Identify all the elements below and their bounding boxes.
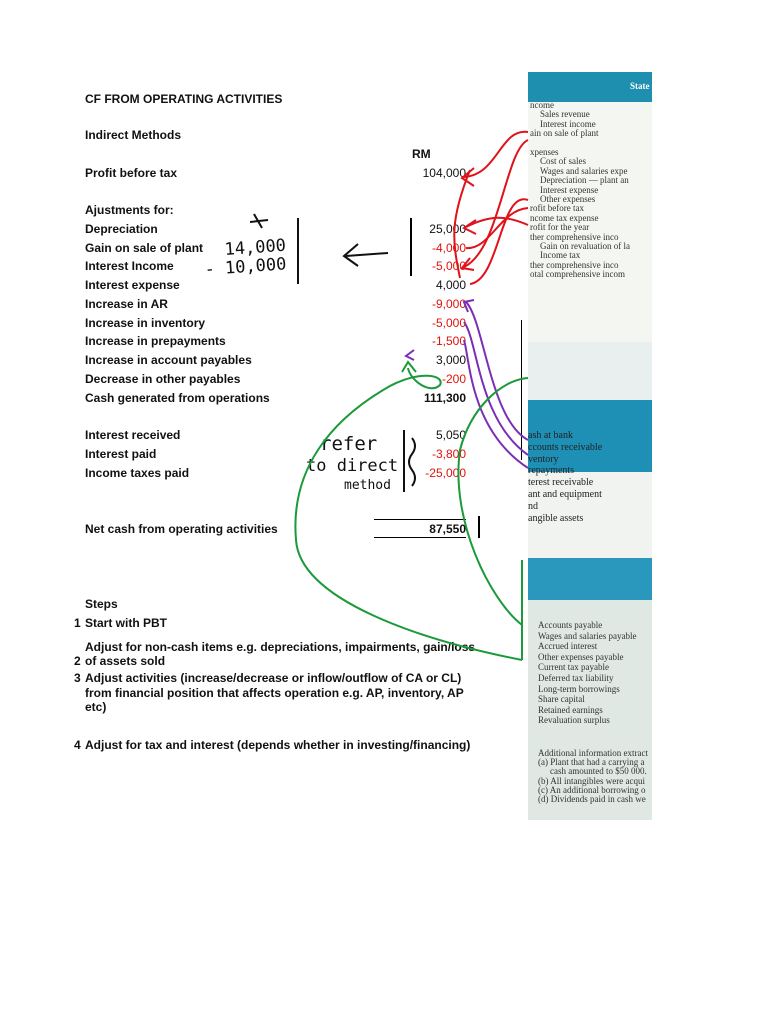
- adjustments-heading: Ajustments for:: [85, 203, 174, 217]
- photo-line: (d) Dividends paid in cash we: [538, 794, 646, 804]
- photo-line: Interest expense: [540, 184, 599, 195]
- gain-note: [204, 214, 388, 284]
- photo-line: Interest income: [540, 118, 596, 129]
- net-cash-top-rule: [374, 519, 466, 520]
- photo-line: ccounts receivable: [528, 441, 603, 453]
- method-subtitle: Indirect Methods: [85, 128, 182, 142]
- adjustment-label: Decrease in other payables: [85, 371, 241, 386]
- photo-line: repayments: [528, 465, 575, 477]
- adjustment-value: 3,000: [435, 352, 466, 367]
- photo-line: ash at bank: [528, 430, 573, 441]
- step-number: 1: [74, 616, 81, 630]
- adjustment-label: Increase in inventory: [85, 315, 206, 330]
- photo-line: Revaluation surplus: [538, 715, 610, 726]
- profit-value: 104,000: [422, 166, 466, 180]
- refer-note-line2: to direct: [306, 456, 399, 476]
- photo-blue-band-2: [528, 558, 652, 600]
- photo-line: (c) An additional borrowing o: [538, 784, 646, 795]
- refer-note-line1: refer: [320, 433, 378, 455]
- photo-line: Depreciation — plant an: [540, 175, 629, 186]
- net-cash-bar: [478, 516, 480, 538]
- page-title: CF FROM OPERATING ACTIVITIES: [85, 92, 283, 106]
- green-arrow: [295, 362, 528, 660]
- photo-line: terest receivable: [528, 477, 594, 489]
- photo-line: Accounts payable: [538, 620, 603, 630]
- photo-line: otal comprehensive incom: [530, 269, 625, 280]
- photo-line: ncome: [530, 100, 554, 110]
- photo-line: ant and equipment: [528, 489, 602, 500]
- profit-label: Profit before tax: [85, 166, 178, 180]
- cash-generated-value: 111,300: [423, 391, 466, 405]
- photo-line: ventory: [528, 453, 559, 465]
- photo-line: Additional information extract: [538, 748, 648, 758]
- photo-line: ncome tax expense: [530, 212, 599, 223]
- column-bar-top: [410, 218, 412, 276]
- adjustment-value: -5,000: [431, 259, 466, 274]
- step-number: 3: [74, 671, 81, 685]
- column-bar-right: [521, 320, 522, 460]
- photo-line: (b) All intangibles were acqui: [538, 775, 645, 786]
- gain-note-line1: 14,000: [223, 235, 287, 260]
- net-cash-bottom-rule: [374, 537, 466, 538]
- other-item-label: Interest received: [85, 428, 181, 442]
- adjustment-value: -9,000: [431, 296, 466, 311]
- photo-line: Income tax: [540, 250, 581, 261]
- adjustment-value: 4,000: [435, 278, 466, 293]
- photo-line: Long-term borrowings: [538, 683, 620, 694]
- net-cash-label: Net cash from operating activities: [85, 522, 278, 536]
- currency-header: RM: [412, 147, 431, 161]
- step-text: from financial position that affects operation e.g. AP, inventory, AP: [85, 686, 464, 700]
- step-text: Adjust for tax and interest (depends whether in investing/financing): [85, 738, 471, 752]
- photo-line: Deferred tax liability: [538, 673, 614, 683]
- photo-line: cash amounted to $50 000.: [550, 766, 647, 777]
- step-text: Adjust activities (increase/decrease or inflow/outflow of CA or CL): [85, 671, 462, 685]
- other-item-value: -3,800: [431, 447, 466, 461]
- photo-line: Cost of sales: [540, 156, 586, 167]
- photo-line: Other expenses payable: [538, 651, 624, 662]
- adjustment-label: Depreciation: [85, 222, 158, 236]
- adjustment-label: Increase in account payables: [85, 352, 252, 367]
- adjustment-label: Increase in AR: [85, 296, 168, 311]
- photo-line: ain on sale of plant: [530, 128, 599, 139]
- photo-line: rofit before tax: [530, 203, 584, 214]
- adjustment-value: -1,500: [431, 334, 466, 349]
- photo-line: nd: [528, 500, 538, 512]
- adjustment-label: Gain on sale of plant: [85, 240, 204, 255]
- photo-line: xpenses: [530, 147, 559, 157]
- photo-line: ther comprehensive inco: [530, 231, 619, 242]
- adjustment-label: Interest Income: [85, 259, 174, 274]
- adjustment-value: 25,000: [429, 222, 466, 236]
- other-item-value: 5,050: [435, 428, 466, 442]
- textbook-photo: [528, 72, 652, 820]
- photo-line: rofit for the year: [530, 222, 590, 233]
- photo-line: Gain on revaluation of la: [540, 241, 630, 251]
- step-text: Adjust for non-cash items e.g. depreciations, impairments, gain/loss: [85, 640, 476, 654]
- step-text: etc): [85, 700, 107, 714]
- adjustment-value: -200: [441, 371, 466, 386]
- step-text: Start with PBT: [85, 616, 168, 630]
- adjustment-label: Increase in prepayments: [85, 334, 226, 349]
- adjustment-label: Interest expense: [85, 278, 180, 293]
- photo-line: Sales revenue: [540, 109, 590, 120]
- adjustment-value: -4,000: [431, 240, 466, 255]
- other-item-label: Interest paid: [85, 447, 157, 461]
- other-item-label: Income taxes paid: [85, 466, 190, 480]
- cash-generated-label: Cash generated from operations: [85, 391, 270, 405]
- photo-line: Wages and salaries payable: [538, 630, 637, 641]
- step-number: 4: [74, 738, 81, 752]
- photo-header-bar: [528, 72, 652, 102]
- photo-line: Current tax payable: [538, 662, 609, 673]
- gain-note-line2: - 10,000: [203, 254, 288, 280]
- photo-header-text: State: [630, 81, 650, 91]
- photo-line: Accrued interest: [538, 641, 598, 652]
- adjustment-value: -5,000: [431, 315, 466, 330]
- photo-line: Share capital: [538, 694, 585, 705]
- steps-heading: Steps: [85, 597, 118, 611]
- photo-line: Retained earnings: [538, 704, 603, 715]
- photo-line: Other expenses: [540, 194, 596, 204]
- photo-line: ther comprehensive inco: [530, 259, 619, 270]
- step-number: 2: [74, 654, 81, 668]
- photo-line: angible assets: [528, 512, 584, 524]
- step-text: of assets sold: [85, 654, 166, 668]
- photo-line: (a) Plant that had a carrying a: [538, 757, 645, 768]
- refer-note-line3: method: [344, 478, 391, 493]
- other-item-value: -25,000: [425, 466, 466, 480]
- net-cash-value: 87,550: [429, 522, 466, 536]
- photo-line: Wages and salaries expe: [540, 165, 628, 176]
